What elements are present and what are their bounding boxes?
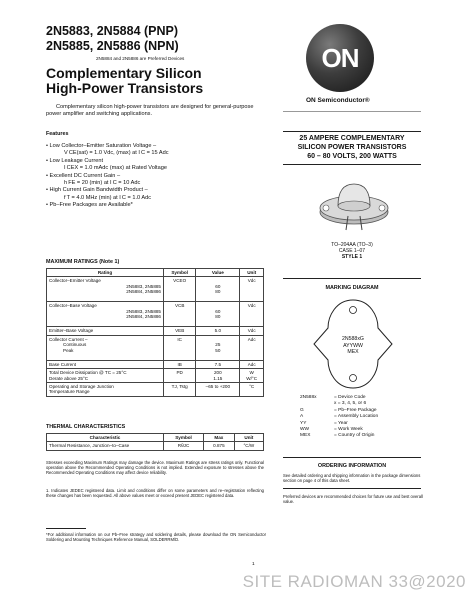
marking-line: MEX xyxy=(347,349,359,356)
summary-line: SILICON POWER TRANSISTORS xyxy=(297,144,407,151)
column-header: Value xyxy=(196,269,240,277)
rating-unit: Vdc xyxy=(240,302,264,327)
table-header-row xyxy=(47,269,264,277)
title-line-2: High-Power Transistors xyxy=(46,80,204,96)
column-header: Symbol xyxy=(164,269,196,277)
rating-value: 200 xyxy=(214,370,222,376)
feature-bullet: • Low Leakage Current xyxy=(46,157,104,164)
thermal-value: 0.875 xyxy=(204,442,235,450)
features-list xyxy=(46,143,266,210)
rating-value: –65 to +200 xyxy=(196,383,240,397)
legend-row: MEX = Country of Origin xyxy=(300,433,375,439)
thermal-symbol: RθJC xyxy=(164,442,204,450)
legend-row: G = Pb–Free Package xyxy=(300,407,377,413)
feature-detail: I CEX = 1.0 mAdc (max) at Rated Voltage xyxy=(64,165,167,172)
rating-unit: °C xyxy=(240,383,264,397)
summary-block xyxy=(283,134,421,161)
package-line: CASE 1–07 xyxy=(338,248,366,255)
rating-symbol: VCB xyxy=(164,302,196,327)
feature-detail: f T = 4.0 MHz (min) at I C = 1.0 Adc xyxy=(64,194,152,201)
rating-value: 1.15 xyxy=(213,375,223,381)
thermal-label: Thermal Resistance, Junction–to–Case xyxy=(47,442,164,450)
thermal-unit: °C/W xyxy=(234,442,263,450)
summary-top-rule xyxy=(283,131,421,132)
rating-sub: Temperature Range xyxy=(49,389,90,395)
feature-bullet: • High Current Gain Bandwidth Product – xyxy=(46,187,148,194)
rating-sub: Peak xyxy=(63,347,74,353)
preferred-devices-note: 2N5884 and 2N5886 are Preferred Devices xyxy=(96,56,185,61)
table-row xyxy=(47,369,264,383)
rating-symbol: IB xyxy=(164,360,196,368)
rating-value: 80 xyxy=(215,289,221,295)
ordering-rule xyxy=(283,457,421,458)
rating-symbol: TJ, Tstg xyxy=(164,383,196,397)
marking-legend xyxy=(300,395,378,440)
rating-unit: Adc xyxy=(240,360,264,368)
legend-row: WW = Work Week xyxy=(300,427,363,433)
rating-value: 50 xyxy=(215,347,221,353)
legend-row: A = Assembly Location xyxy=(300,414,379,420)
rating-sub: 2N5883, 2N5885 xyxy=(126,283,161,289)
max-ratings-heading: MAXIMUM RATINGS (Note 1) xyxy=(46,259,120,265)
jedec-note: 1. Indicates JEDEC registered data. Limit and conditions differ on some parameters and re–registration reflecting these changes has been requested. All above values meet or exceed present JEDEC registered data. xyxy=(46,488,264,499)
rating-label: Total Device Dissipation @ TC = 25°C xyxy=(49,370,127,376)
column-header: Symbol xyxy=(164,434,204,442)
feature-bullet: • Excellent DC Current Gain – xyxy=(46,172,121,179)
rating-label: Collector Current – xyxy=(49,336,88,342)
on-semiconductor-logo xyxy=(306,24,374,92)
rating-value: 7.5 xyxy=(196,360,240,368)
logo-text: ON xyxy=(321,43,359,73)
summary-bottom-rule xyxy=(283,164,421,165)
rating-sub: 2N5883, 2N5885 xyxy=(126,308,161,314)
rating-value: 60 xyxy=(215,283,221,289)
marking-text xyxy=(312,336,394,356)
footnote-divider xyxy=(46,528,86,529)
pb-free-footnote: *For additional information on our Pb–Free strategy and soldering details, please download the ON Semiconductor Soldering and Mounting Techniques Reference Manual, SOLDERRM/D. xyxy=(46,532,266,543)
max-ratings-table xyxy=(46,268,264,397)
rating-value: 80 xyxy=(215,314,221,320)
table-row xyxy=(47,383,264,397)
watermark: SITE RADIOMAN 33@2020 xyxy=(242,572,466,591)
marking-heading: MARKING DIAGRAM xyxy=(325,285,379,291)
legend-row: 2N588x = Device Code xyxy=(300,395,366,400)
rating-sub: 2N5884, 2N5886 xyxy=(126,314,161,320)
column-header: Unit xyxy=(240,269,264,277)
package-line: STYLE 1 xyxy=(341,254,363,261)
rating-unit: Vdc xyxy=(240,327,264,335)
rating-symbol: VEB xyxy=(164,327,196,335)
column-header: Max xyxy=(204,434,235,442)
rating-value: 25 xyxy=(215,342,221,348)
feature-detail: h FE = 20 (min) at I C = 10 Adc xyxy=(64,180,141,187)
feature-bullet: • Pb–Free Packages are Available* xyxy=(46,202,133,209)
thermal-heading: THERMAL CHARACTERISTICS xyxy=(46,424,126,430)
package-line: TO–204AA (TO–3) xyxy=(331,242,373,248)
preferred-devices-text: Preferred devices are recommended choices for future use and best overall value. xyxy=(283,494,423,505)
rating-symbol: IC xyxy=(164,335,196,360)
rating-value: 5.0 xyxy=(196,327,240,335)
legend-row: x = 3, 4, 5, or 6 xyxy=(334,401,367,407)
ordering-heading: ORDERING INFORMATION xyxy=(317,463,387,469)
thermal-table xyxy=(46,433,264,451)
rating-label: Emitter–Base Voltage xyxy=(47,327,164,335)
table-header-row xyxy=(47,434,264,442)
feature-bullet: • Low Collector–Emitter Saturation Voltage – xyxy=(46,143,157,149)
rating-label: Base Current xyxy=(47,360,164,368)
summary-line: 60 – 80 VOLTS, 200 WATTS xyxy=(307,153,397,160)
brand-divider xyxy=(283,111,421,112)
rating-value: 60 xyxy=(215,308,221,314)
table-row xyxy=(47,277,264,302)
rating-unit: Vdc xyxy=(240,277,264,302)
stress-note: Stresses exceeding Maximum Ratings may damage the device. Maximum Ratings are stress ratings only. Functional operation above the Recommended Operating Conditions is not implied. Extended exposure to stresses above the Recommended Operating Conditions may affect device reliability. xyxy=(46,460,264,476)
ordering-bottom-rule xyxy=(283,488,421,489)
features-heading: Features xyxy=(46,131,69,137)
page-number: 1 xyxy=(252,562,255,567)
table-row xyxy=(47,335,264,360)
column-header: Characteristic xyxy=(47,434,164,442)
table-row xyxy=(47,327,264,335)
column-header: Unit xyxy=(234,434,263,442)
part-numbers-npn: 2N5885, 2N5886 (NPN) xyxy=(46,39,179,53)
intro-paragraph: Complementary silicon high-power transistors are designed for general-purpose power amplifier and switching applications. xyxy=(46,104,254,118)
table-row xyxy=(47,442,264,450)
ordering-text: See detailed ordering and shipping information in the package dimensions section on page 4 of this data sheet. xyxy=(283,473,421,484)
part-numbers-pnp: 2N5883, 2N5884 (PNP) xyxy=(46,24,179,38)
summary-line: 25 AMPERE COMPLEMENTARY xyxy=(299,135,405,142)
table-row xyxy=(47,360,264,368)
rating-label: Operating and Storage Junction xyxy=(49,384,114,390)
rating-symbol: PD xyxy=(164,369,196,383)
column-header: Rating xyxy=(47,269,164,277)
rating-sub: Continuous xyxy=(63,342,87,348)
marking-line: AYYWW xyxy=(343,342,363,349)
rating-sub: Derate above 25°C xyxy=(49,375,89,381)
rating-sub: 2N5884, 2N5886 xyxy=(126,289,161,295)
legend-row: YY = Year xyxy=(300,420,348,426)
table-row xyxy=(47,302,264,327)
rating-unit: W W/°C xyxy=(240,369,264,383)
rating-unit: Adc xyxy=(240,335,264,360)
package-info xyxy=(283,242,421,261)
rating-label: Collector–Emitter Voltage xyxy=(49,278,101,284)
to3-package-image xyxy=(318,176,390,232)
brand-name: ON Semiconductor® xyxy=(306,97,370,104)
feature-detail: V CE(sat) = 1.0 Vdc, (max) at I C = 15 Adc xyxy=(64,150,169,157)
marking-line: 2N588xG xyxy=(342,336,364,342)
title-line-1: Complementary Silicon xyxy=(46,65,202,81)
rating-symbol: VCEO xyxy=(164,277,196,302)
rating-label: Collector–Base Voltage xyxy=(49,303,97,309)
marking-rule xyxy=(283,278,421,279)
